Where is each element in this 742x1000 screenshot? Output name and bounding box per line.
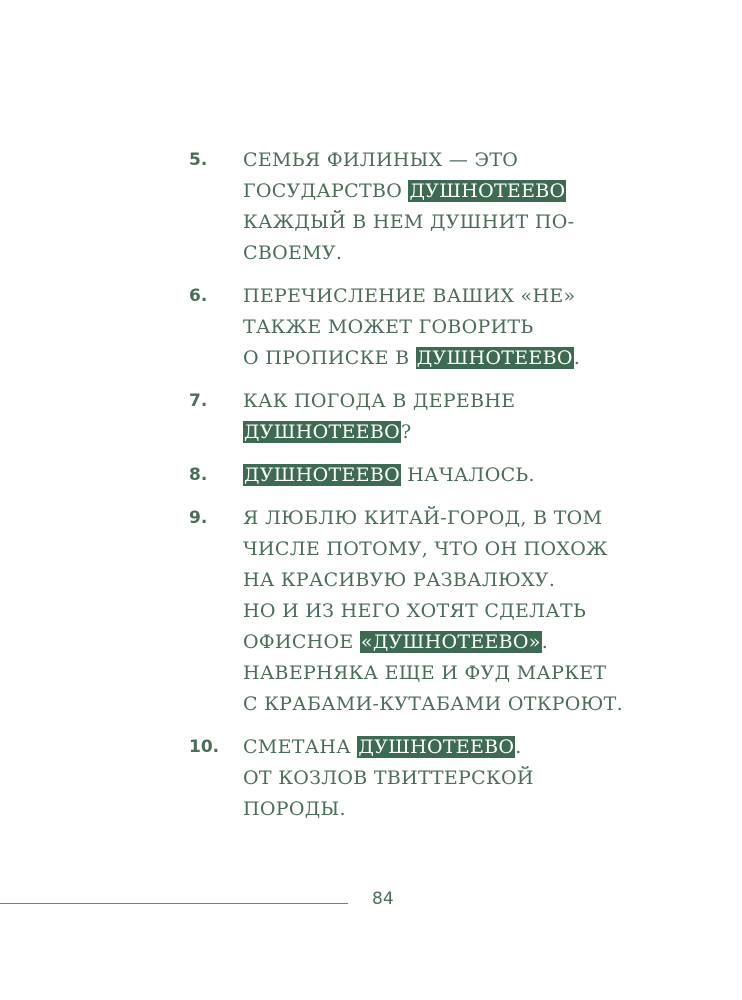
text-line: ТАКЖЕ МОЖЕТ ГОВОРИТЬ	[243, 316, 534, 338]
highlighted-word: ДУШНОТЕЕВО	[416, 347, 573, 369]
text-line: ОТ КОЗЛОВ ТВИТТЕРСКОЙ	[243, 767, 534, 789]
highlighted-word: «ДУШНОТЕЕВО»	[360, 631, 541, 653]
item-number: 9.	[189, 508, 208, 528]
item-number: 5.	[189, 150, 208, 170]
numbered-list	[189, 145, 689, 825]
list-item	[189, 145, 689, 269]
item-text	[243, 732, 534, 825]
text-line: ОФИСНОЕ «ДУШНОТЕЕВО».	[243, 631, 549, 653]
text-line: НО И ИЗ НЕГО ХОТЯТ СДЕЛАТЬ	[243, 600, 587, 622]
text-line: С КРАБАМИ-КУТАБАМИ ОТКРОЮТ.	[243, 693, 623, 715]
item-text	[243, 460, 535, 491]
item-number: 10.	[189, 737, 220, 757]
item-number: 7.	[189, 391, 208, 411]
list-item	[189, 386, 689, 448]
text-line: СМЕТАНА ДУШНОТЕЕВО.	[243, 736, 522, 758]
text-line: НА КРАСИВУЮ РАЗВАЛЮХУ.	[243, 569, 556, 591]
highlighted-word: ДУШНОТЕЕВО	[244, 464, 400, 486]
text-line: ГОСУДАРСТВО ДУШНОТЕЕВО	[243, 180, 566, 202]
page-number: 84	[372, 889, 394, 909]
text-line: ДУШНОТЕЕВО?	[244, 421, 412, 443]
item-number: 8.	[189, 465, 208, 485]
text-line: Я ЛЮБЛЮ КИТАЙ-ГОРОД, В ТОМ	[243, 507, 603, 529]
footer-divider	[0, 903, 348, 904]
text-line: КАК ПОГОДА В ДЕРЕВНЕ	[243, 390, 516, 412]
list-item	[189, 732, 689, 825]
item-number: 6.	[189, 286, 208, 306]
text-line: ДУШНОТЕЕВО НАЧАЛОСЬ.	[244, 464, 535, 486]
highlighted-word: ДУШНОТЕЕВО	[244, 421, 400, 443]
list-item	[189, 460, 689, 491]
text-line: СЕМЬЯ ФИЛИНЫХ — ЭТО	[243, 149, 519, 171]
list-item	[189, 281, 689, 374]
text-line: КАЖДЫЙ В НЕМ ДУШНИТ ПО-	[243, 211, 575, 233]
list-item	[189, 503, 689, 720]
text-line: ПОРОДЫ.	[243, 798, 346, 820]
highlighted-word: ДУШНОТЕЕВО	[409, 180, 566, 202]
text-line: СВОЕМУ.	[243, 242, 343, 264]
text-line: НАВЕРНЯКА ЕЩЕ И ФУД МАРКЕТ	[243, 662, 607, 684]
text-line: ЧИСЛЕ ПОТОМУ, ЧТО ОН ПОХОЖ	[243, 538, 608, 560]
item-text	[243, 145, 574, 269]
item-text	[243, 281, 580, 374]
item-text	[243, 386, 515, 448]
text-line: ПЕРЕЧИСЛЕНИЕ ВАШИХ «НЕ»	[243, 285, 576, 307]
text-line: О ПРОПИСКЕ В ДУШНОТЕЕВО.	[243, 347, 581, 369]
highlighted-word: ДУШНОТЕЕВО	[358, 736, 515, 758]
item-text	[243, 503, 623, 720]
